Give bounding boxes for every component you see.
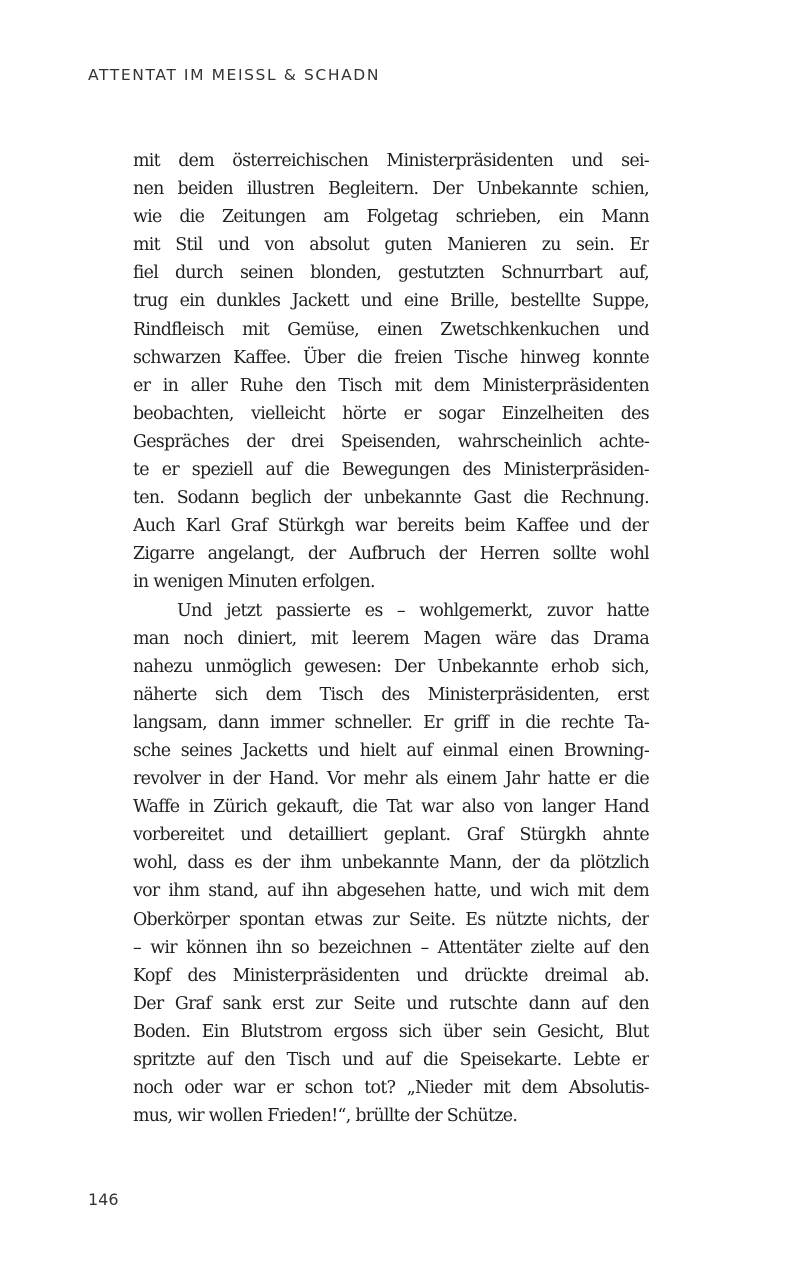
text-line: noch oder war er schon tot? „Nieder mit dem Absolutis- [133,1078,649,1099]
text-line: Kopf des Ministerpräsidenten und drückte dreimal ab. [133,965,649,986]
paragraph [133,147,649,597]
text-line: te er speziell auf die Bewegungen des Ministerpräsiden- [133,460,649,481]
text-line: nen beiden illustren Begleitern. Der Unbekannte schien, [133,179,649,200]
text-line: – wir können ihn so bezeichnen – Attentäter zielte auf den [133,937,649,958]
body-text [133,147,649,1130]
text-line: schwarzen Kaffee. Über die freien Tische hinweg konnte [133,347,649,368]
text-line: trug ein dunkles Jackett und eine Brille, bestellte Suppe, [133,291,649,312]
text-line: Zigarre angelangt, der Aufbruch der Herren sollte wohl [133,544,649,565]
text-line: ten. Sodann beglich der unbekannte Gast die Rechnung. [133,488,649,509]
text-line: wie die Zeitungen am Folgetag schrieben, ein Mann [133,207,649,228]
text-line: sche seines Jacketts und hielt auf einmal einen Browning- [133,740,649,761]
text-line: spritzte auf den Tisch und auf die Speisekarte. Lebte er [133,1050,649,1070]
text-line: Und jetzt passierte es – wohlgemerkt, zuvor hatte [177,600,649,621]
text-line: Boden. Ein Blutstrom ergoss sich über sein Gesicht, Blut [133,1021,649,1042]
text-line: mus, wir wollen Frieden!“, brüllte der Schütze. [133,1106,518,1127]
text-line: Waffe in Zürich gekauft, die Tat war also von langer Hand [133,797,649,818]
text-line: fiel durch seinen blonden, gestutzten Schnurrbart auf, [133,263,649,284]
text-line: langsam, dann immer schneller. Er griff in die rechte Ta- [133,712,649,733]
text-line: mit dem österreichischen Ministerpräsidenten und sei- [133,151,649,171]
text-line: nahezu unmöglich gewesen: Der Unbekannte erhob sich, [133,656,649,677]
text-line: vorbereitet und detailliert geplant. Graf Stürgkh ahnte [133,825,649,846]
text-line: revolver in der Hand. Vor mehr als einem Jahr hatte er die [133,769,649,790]
text-line: wohl, dass es der ihm unbekannte Mann, der da plötzlich [133,853,649,874]
page-number: 146 [88,1190,119,1209]
text-line: Der Graf sank erst zur Seite und rutschte dann auf den [133,993,649,1014]
text-line: man noch diniert, mit leerem Magen wäre das Drama [133,628,649,649]
text-line: er in aller Ruhe den Tisch mit dem Ministerpräsidenten [133,375,649,396]
text-line: Rindfleisch mit Gemüse, einen Zwetschkenkuchen und [133,319,649,340]
running-head: ATTENTAT IM MEISSL & SCHADN [88,66,381,84]
text-line: mit Stil und von absolut guten Manieren zu sein. Er [133,235,649,256]
text-line: Gespräches der drei Speisenden, wahrscheinlich achte- [133,431,649,452]
text-line: vor ihm stand, auf ihn abgesehen hatte, und wich mit dem [133,881,649,902]
paragraph [133,597,649,1131]
text-line: in wenigen Minuten erfolgen. [133,572,375,593]
text-line: Auch Karl Graf Stürkgh war bereits beim Kaffee und der [133,516,649,537]
text-line: Oberkörper spontan etwas zur Seite. Es nützte nichts, der [133,909,649,930]
text-line: näherte sich dem Tisch des Ministerpräsidenten, erst [133,684,649,705]
text-line: beobachten, vielleicht hörte er sogar Einzelheiten des [133,403,649,424]
